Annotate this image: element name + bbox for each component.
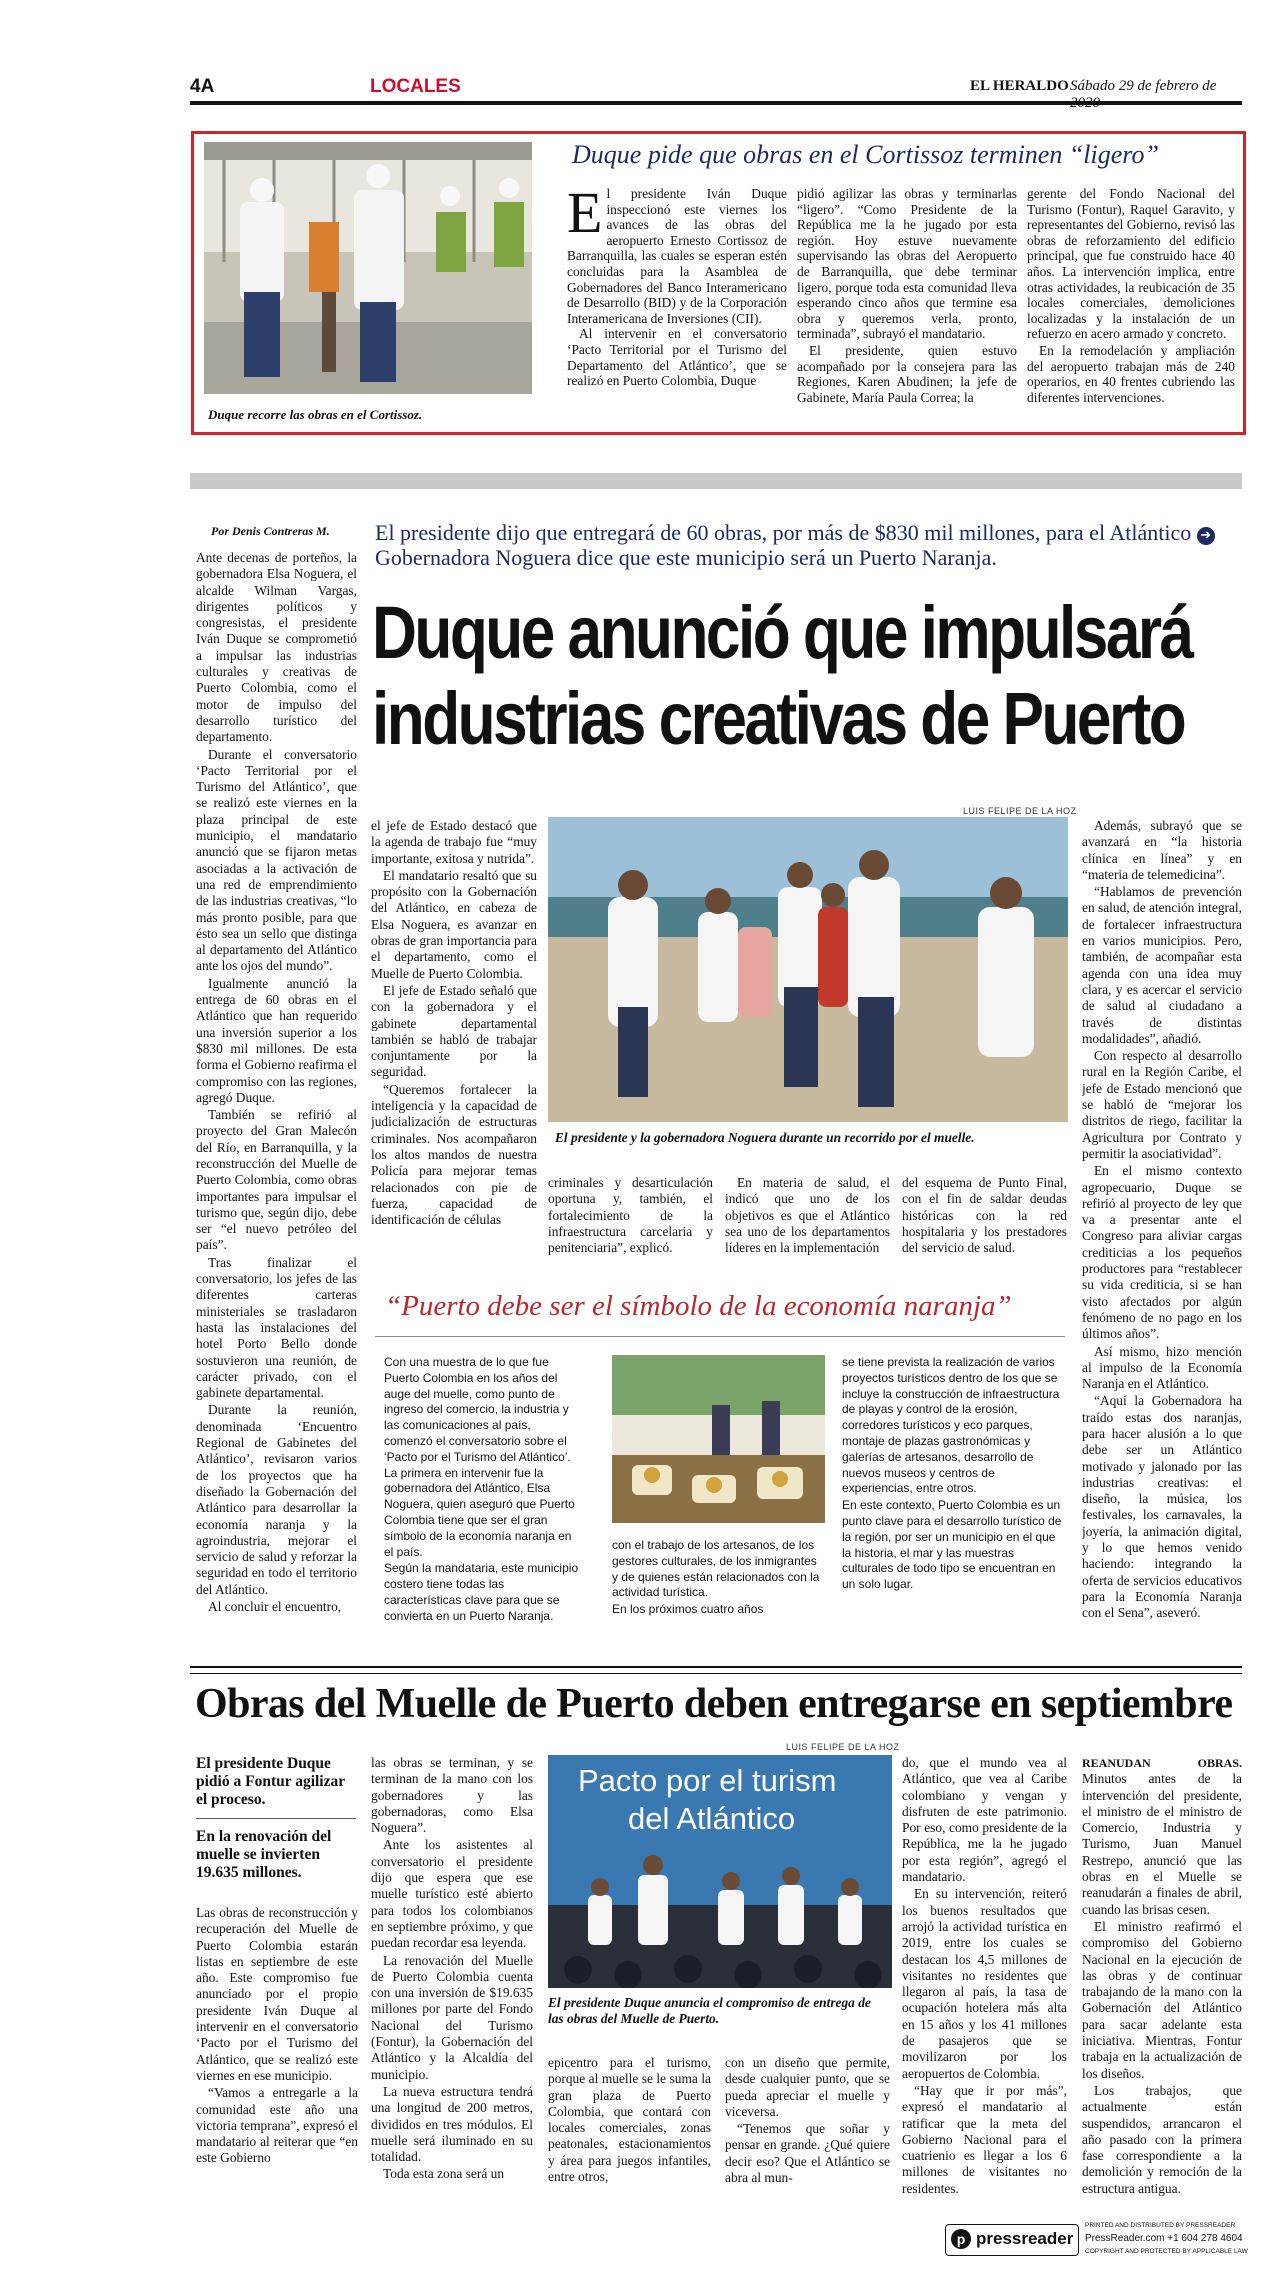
bottom-headline: Obras del Muelle de Puerto deben entregarse en septiembre [195, 1681, 1233, 1727]
main-col-b [371, 818, 537, 1263]
main-left-column [196, 550, 357, 1630]
bottom-double-rule [190, 1666, 1242, 1674]
paragraph: Además, subrayó que se avanzará en “la historia clínica en línea” y en “materia de telemedicina”. [1082, 818, 1242, 882]
bottom-photo-caption: El presidente Duque anuncia el compromiso de entrega de las obras del Muelle de Puerto. [548, 1995, 871, 2026]
paragraph: El mandatario resaltó que su propósito con la Gobernación del Atlántico, en cabeza de Elsa Noguera, es avanzar en obras de gran importancia para el departamento, como el Muelle de Puerto Colombia. [371, 867, 537, 981]
paragraph: En materia de salud, el indicó que uno de los objetivos es que el Atlántico sea uno de los departamentos líderes en la implementación [725, 1175, 890, 1256]
bottom-col-4 [902, 1755, 1067, 2215]
paragraph: Igualmente anunció la entrega de 60 obras en el Atlántico que han requerido una inversión superior a los $830 mil millones. De esta forma el Gobierno reafirma el compromiso con las regiones, agregó Duque. [196, 975, 357, 1105]
bottom-col-3a [548, 2055, 711, 2215]
kicker-text-b: Gobernadora Noguera dice que este municipio será un Puerto Naranja. [375, 545, 997, 570]
sidebar-title: “Puerto debe ser el símbolo de la economía naranja” [385, 1290, 1012, 1322]
byline: Por Denis Contreras M. [211, 524, 330, 538]
paragraph: del esquema de Punto Final, con el fin de saldar deudas históricas con la red hospitalaria y los prestadores del servicio de salud. [902, 1175, 1067, 1256]
paragraph-text: Minutos antes de la intervención del presidente, el ministro de el ministro de Comercio, Industria y Turismo, Juan Manuel Restrepo, anunció que las obras en el Muelle se reanudarán a finales de abril, cuando las brisas cesen. [1082, 1771, 1242, 1917]
paragraph: La renovación del Muelle de Puerto Colombia cuenta con una inversión de $19.635 millones por parte del Fondo Nacional del Turismo (Fontur), la Gobernación del Atlántico y la Alcaldía del municipio. [371, 1952, 533, 2082]
main-col-c [548, 1175, 713, 1270]
paragraph: criminales y desarticulación oportuna y, también, el fortalecimiento de la infraestructura carcelaria y penitenciaria”, explicó. [548, 1175, 713, 1256]
main-photo [548, 817, 1068, 1122]
section-divider [190, 473, 1242, 489]
paragraph: En los próximos cuatro años [612, 1602, 764, 1617]
sidebar-rule [375, 1336, 1065, 1337]
paragraph: Al concluir el encuentro, [208, 1599, 342, 1614]
paragraph: Toda esta zona será un [383, 2166, 505, 2182]
headline-line-1: Duque anunció que impulsará [372, 591, 1192, 674]
banner-text-line-2: del Atlántico [628, 1801, 796, 1836]
paragraph: “Hay que ir por más”, expresó el mandatario al ratificar que la meta del Gobierno Nacional para el cuatrienio es llegar a los 6 millones de visitantes no residentes. [902, 2082, 1067, 2196]
paragraph: Según la mandataria, este municipio costero tiene todas las características clave para que se convierta en un Puerto Naranja. [384, 1561, 579, 1623]
paragraph: con un diseño que permite, desde cualquier punto, que se pueda apreciar el muelle y viceversa. [725, 2055, 890, 2119]
paragraph: gerente del Fondo Nacional del Turismo (Fontur), Raquel Garavito, y representantes del Gobierno, revisó las obras de reforzamiento del edificio principal, que fue construido hace 40 años. La intervención implica, entre otras actividades, la reubicación de 35 locales comerciales, demoliciones localizadas y la instalación de un refuerzo en acero armado y concreto. [1027, 186, 1235, 342]
kicker [375, 520, 1245, 570]
paragraph: “Hablamos de prevención en salud, de atención integral, de fortalecer infraestructura en varios municipios. Pero, también, de acompañar esta agenda con una idea muy clara, y es acercar el servicio de salud al ciudadano a través de distintas modalidades”, añadió. [1082, 884, 1242, 1046]
airport-story-col-3 [1027, 186, 1235, 426]
airport-story-col-1 [567, 186, 787, 426]
paragraph: las obras se terminan, y se terminan de la mano con los gobernadores y las gobernadoras, como Elsa Noguera”. [371, 1755, 533, 1836]
paragraph: Los trabajos, que actualmente están suspendidos, arrancaron el año pasado con la primera fase correspondiente a la demolición y remoción de la estructura antigua. [1082, 2082, 1242, 2196]
paragraph: Ante decenas de porteños, la gobernadora Elsa Noguera, el alcalde Wilman Vargas, dirigentes políticos y congresistas, el presidente Iván Duque se comprometió a impulsar las industrias culturales y creativas de Puerto Colombia, como el motor de impulso del desarrollo turístico del departamento. [196, 550, 357, 745]
airport-story-title: Duque pide que obras en el Cortissoz terminen “ligero” [572, 140, 1159, 169]
paragraph: Durante la reunión, denominada ‘Encuentro Regional de Gabinetes del Atlántico’, revisaron varios de los proyectos que ha diseñado la Gobernación del Atlántico para desarrollar la economía naranja y la agroindustria, mejorar el servicio de salud y reforzar la seguridad en todo el territorio del Atlántico. [196, 1402, 357, 1597]
main-col-d [725, 1175, 890, 1270]
paragraph [1082, 1755, 1242, 1918]
paragraph: “Tenemos que soñar y pensar en grande. ¿Qué quiere decir eso? Que el Atlántico se abra al mun- [725, 2121, 890, 2186]
paragraph: La nueva estructura tendrá una longitud de 200 metros, divididos en tres módulos. El muelle será iluminado en su totalidad. [371, 2083, 533, 2165]
issue-date: Sábado 29 de febrero de [1070, 78, 1217, 94]
paragraph: Ante los asistentes al conversatorio el presidente dijo que espera que ese muelle turístico esté abierto para todos los colombianos en septiembre próximo, y que puedan recordar esa leyenda. [371, 1837, 533, 1951]
headline-line-2: industrias creativas de Puerto [372, 677, 1185, 760]
paragraph: Con respecto al desarrollo rural en la Región Caribe, el jefe de Estado mencionó que se habló de “mejorar los distritos de riego, facilitar la Agricultura por Contrato y permitir la asociatividad”. [1082, 1048, 1242, 1161]
paragraph: do, que el mundo vea al Atlántico, que vea al Caribe colombiano y vengan y disfruten de este patrimonio. Por eso, como presidente de la República, me la he jugado por esta región”, agregó el mandatario. [902, 1755, 1067, 1885]
main-col-e [902, 1175, 1067, 1270]
airport-photo-caption: Duque recorre las obras en el Cortissoz. [208, 407, 423, 422]
kicker-text-a: El presidente dijo que entregará de 60 obras, por más de $830 mil millones, para el Atlántico [375, 520, 1192, 545]
main-photo-credit: LUIS FELIPE DE LA HOZ [963, 806, 1077, 816]
paragraph: En la remodelación y ampliación del aeropuerto trabajan más de 240 operarios, en 40 frentes cubriendo las diferentes intervenciones. [1027, 342, 1235, 405]
paragraph: epicentro para el turismo, porque al muelle se le suma la gran plaza de Puerto Colombia, que contará con locales comerciales, zonas peatonales, estacionamientos y área para juegos infantiles, entre otros, [548, 2055, 711, 2185]
page-header [190, 74, 1242, 100]
paragraph: pidió agilizar las obras y terminarlas “ligero”. “Como Presidente de la República me la he jugado por esta región. Hoy estuve nuevamente supervisando las obras del Aeropuerto de Barranquilla, que debe terminar ligero, porque toda esta comunidad lleva esperando cinco años que termine esa obra y queremos verla, pronto, terminada”, subrayó el mandatario. [797, 186, 1017, 342]
sidebar-photo [612, 1355, 825, 1523]
paragraph: El ministro reafirmó el compromiso del Gobierno Nacional en la ejecución de las obras y de continuar trabajando de la mano con la Gobernación del Atlántico para sacar adelante esta iniciativa. Mientras, Fontur trabaja en la actualización de los diseños. [1082, 1918, 1242, 2081]
paragraph: “Aquí la Gobernadora ha traído estas dos naranjas, para hacer alusión a lo que debe ser un Atlántico motivado y jalonado por las industrias creativas: el diseño, la música, los festivales, los carnavales, la joyería, la animación digital, y lo que hemos venido haciendo: integrando la oferta de servicios educativos para la Economía Naranja con el Sena”, aseveró. [1082, 1393, 1242, 1621]
footer-line-3: COPYRIGHT AND PROTECTED BY APPLICABLE LAW [1085, 2248, 1248, 2255]
pressreader-icon: p [951, 2229, 971, 2249]
sidebar-col-2 [612, 1538, 825, 1648]
arrow-right-icon: ➔ [1197, 527, 1215, 545]
paragraph: Así mismo, hizo mención al impulso de la Economía Naranja en el Atlántico. [1082, 1343, 1242, 1392]
deck-2: En la renovación del muelle se invierten 19.635 millones. [196, 1828, 332, 1881]
bottom-col-5 [1082, 1755, 1242, 2215]
paragraph: Tras finalizar el conversatorio, los jefes de las diferentes carteras ministeriales se trasladaron hasta las instalaciones del hotel Porto Bello donde sostuvieron una reunión, de carácter privado, con el gabinete departamental. [196, 1254, 357, 1401]
paragraph: En su intervención, reiteró los buenos resultados que arrojó la actividad turística en 2019, entre los cuales se destacan los 4,5 millones de visitantes no residentes que llegaron al país, la tasa de ocupación hotelera más alta en 15 años y los 41 millones de pasajeros que se movilizaron por los aeropuertos de Colombia. [902, 1886, 1067, 2081]
paragraph: “Queremos fortalecer la inteligencia y la capacidad de judicialización de estructuras criminales. Nos acompañaron los altos mandos de nuestra Policía para mejorar temas relacionados con pie de fuerza, capacidad de identificación de células [371, 1081, 537, 1228]
airport-photo [204, 142, 532, 394]
paragraph: l presidente Iván Duque inspeccionó este viernes los avances de las obras del aeropuerto Ernesto Cortissoz de Barranquilla, las cuales se esperan estén concluidas para la Asamblea de Gobernadores del Banco Interamericano de Desarrollo (BID) y de la Corporación Interamericana de Inversiones (CII). [567, 186, 787, 326]
page-number: 4A [190, 76, 215, 97]
drop-cap: E [567, 186, 603, 245]
sidebar-col-1 [384, 1355, 582, 1645]
deck-rule [196, 1818, 356, 1819]
paragraph: El jefe de Estado señaló que con la gobernadora y el gabinete departamental también se habló de trabajar conjuntamente por la seguridad. [371, 982, 537, 1080]
paragraph: “Vamos a entregarle a la comunidad este año una victoria temprana”, expresó el mandatario al reiterar que “en este Gobierno [196, 2085, 358, 2166]
paragraph: se tiene prevista la realización de varios proyectos turísticos dentro de los que se incluye la construcción de infraestructura de playas y control de la erosión, corredores turísticos y eco parques, montaje de plazas gastronómicas y galerías de artesanos, desarrollo de nuevos museos y centros de experiencias, entre otros. [842, 1355, 1060, 1496]
main-photo-caption: El presidente y la gobernadora Noguera durante un recorrido por el muelle. [555, 1130, 975, 1145]
paragraph: También se refirió al proyecto del Gran Malecón del Río, en Barranquilla, y la reconstrucción del Muelle de Puerto Colombia, como obras importantes para impulsar el turismo que, según dijo, debe ser “el nuevo petróleo del país”. [196, 1107, 357, 1253]
paragraph: Las obras de reconstrucción y recuperación del Muelle de Puerto Colombia estarán listas en septiembre de este año. Este compromiso fue anunciado por el propio presidente Iván Duque al intervenir en el conversatorio ‘Pacto por el Turismo del Atlántico, que se realizó este viernes en ese municipio. [196, 1905, 358, 2083]
deck-1: El presidente Duque pidió a Fontur agilizar el proceso. [196, 1755, 345, 1808]
pressreader-footer [945, 2222, 1248, 2262]
main-headline [372, 590, 1192, 762]
pressreader-logo-text: pressreader [976, 2229, 1074, 2248]
subhead-label: REANUDAN OBRAS. [1082, 1756, 1242, 1770]
bottom-col-3b [725, 2055, 890, 2215]
paragraph: con el trabajo de los artesanos, de los gestores culturales, de los inmigrantes y de quienes están relacionados con la actividad turística. [612, 1538, 820, 1600]
paragraph: El presidente, quien estuvo acompañado por la consejera para las Regiones, Karen Abudinen; la jefe de Gabinete, María Paula Correa; la [797, 342, 1017, 405]
paragraph: el jefe de Estado destacó que la agenda de trabajo fue “muy importante, exitosa y nutrida”. [371, 818, 537, 866]
paragraph: En el mismo contexto agropecuario, Duque se refirió al proyecto de ley que va a presentar ante el Congreso para aliviar cargas crediticias a los pequeños productores para “restablecer su vida crediticia, si se han visto afectados por algún fenómeno de no pago en los últimos años”. [1082, 1163, 1242, 1342]
bottom-photo [548, 1755, 892, 1988]
footer-line-2: PressReader.com +1 604 278 4604 [1085, 2233, 1243, 2244]
pressreader-logo[interactable] [945, 2224, 1079, 2256]
bottom-photo-credit: LUIS FELIPE DE LA HOZ [786, 1742, 900, 1752]
paragraph: Al intervenir en el conversatorio ‘Pacto Territorial por el Turismo del Departamento del Atlántico’, que se realizó en Puerto Colombia, Duque [567, 326, 787, 389]
paragraph: Con una muestra de lo que fue Puerto Colombia en los años del auge del muelle, como punto de ingreso del comercio, la industria y las comunicaciones al país, comenzó el conversatorio sobre el ‘Pacto por el Turismo del Atlántico’. La primera en intervenir fue la gobernadora del Atlántico, Elsa Noguera, quien aseguró que Puerto Colombia tiene que ser el gran símbolo de la economía naranja en el país. [384, 1355, 575, 1559]
footer-line-1: PRINTED AND DISTRIBUTED BY PRESSREADER [1085, 2222, 1236, 2229]
paragraph: En este contexto, Puerto Colombia es un punto clave para el desarrollo turístico de la región, por ser un municipio en el que la historia, el mar y las muestras culturales de todo tipo se encuentran en un solo lugar. [842, 1498, 1062, 1592]
airport-story-col-2 [797, 186, 1017, 426]
main-right-column [1082, 818, 1242, 1648]
banner-text-line-1: Pacto por el turism [578, 1763, 837, 1798]
sidebar-col-3 [842, 1355, 1064, 1645]
header-rule [190, 101, 1242, 105]
bottom-col-1 [196, 1905, 358, 2215]
bottom-col-2 [371, 1755, 533, 2215]
paper-name: EL HERALDO [970, 78, 1069, 94]
section-name: LOCALES [370, 76, 461, 97]
paragraph: Durante el conversatorio ‘Pacto Territorial por el Turismo del Atlántico’, que se realizó este viernes en la plaza principal de este municipio, el mandatario anunció que se fijaron metas asociadas a la activación de una red de emprendimiento de las industrias creativas, “lo más pronto posible, para que ésto sea un sello que distinga al departamento del Atlántico ante los ojos del mundo”. [196, 746, 357, 974]
